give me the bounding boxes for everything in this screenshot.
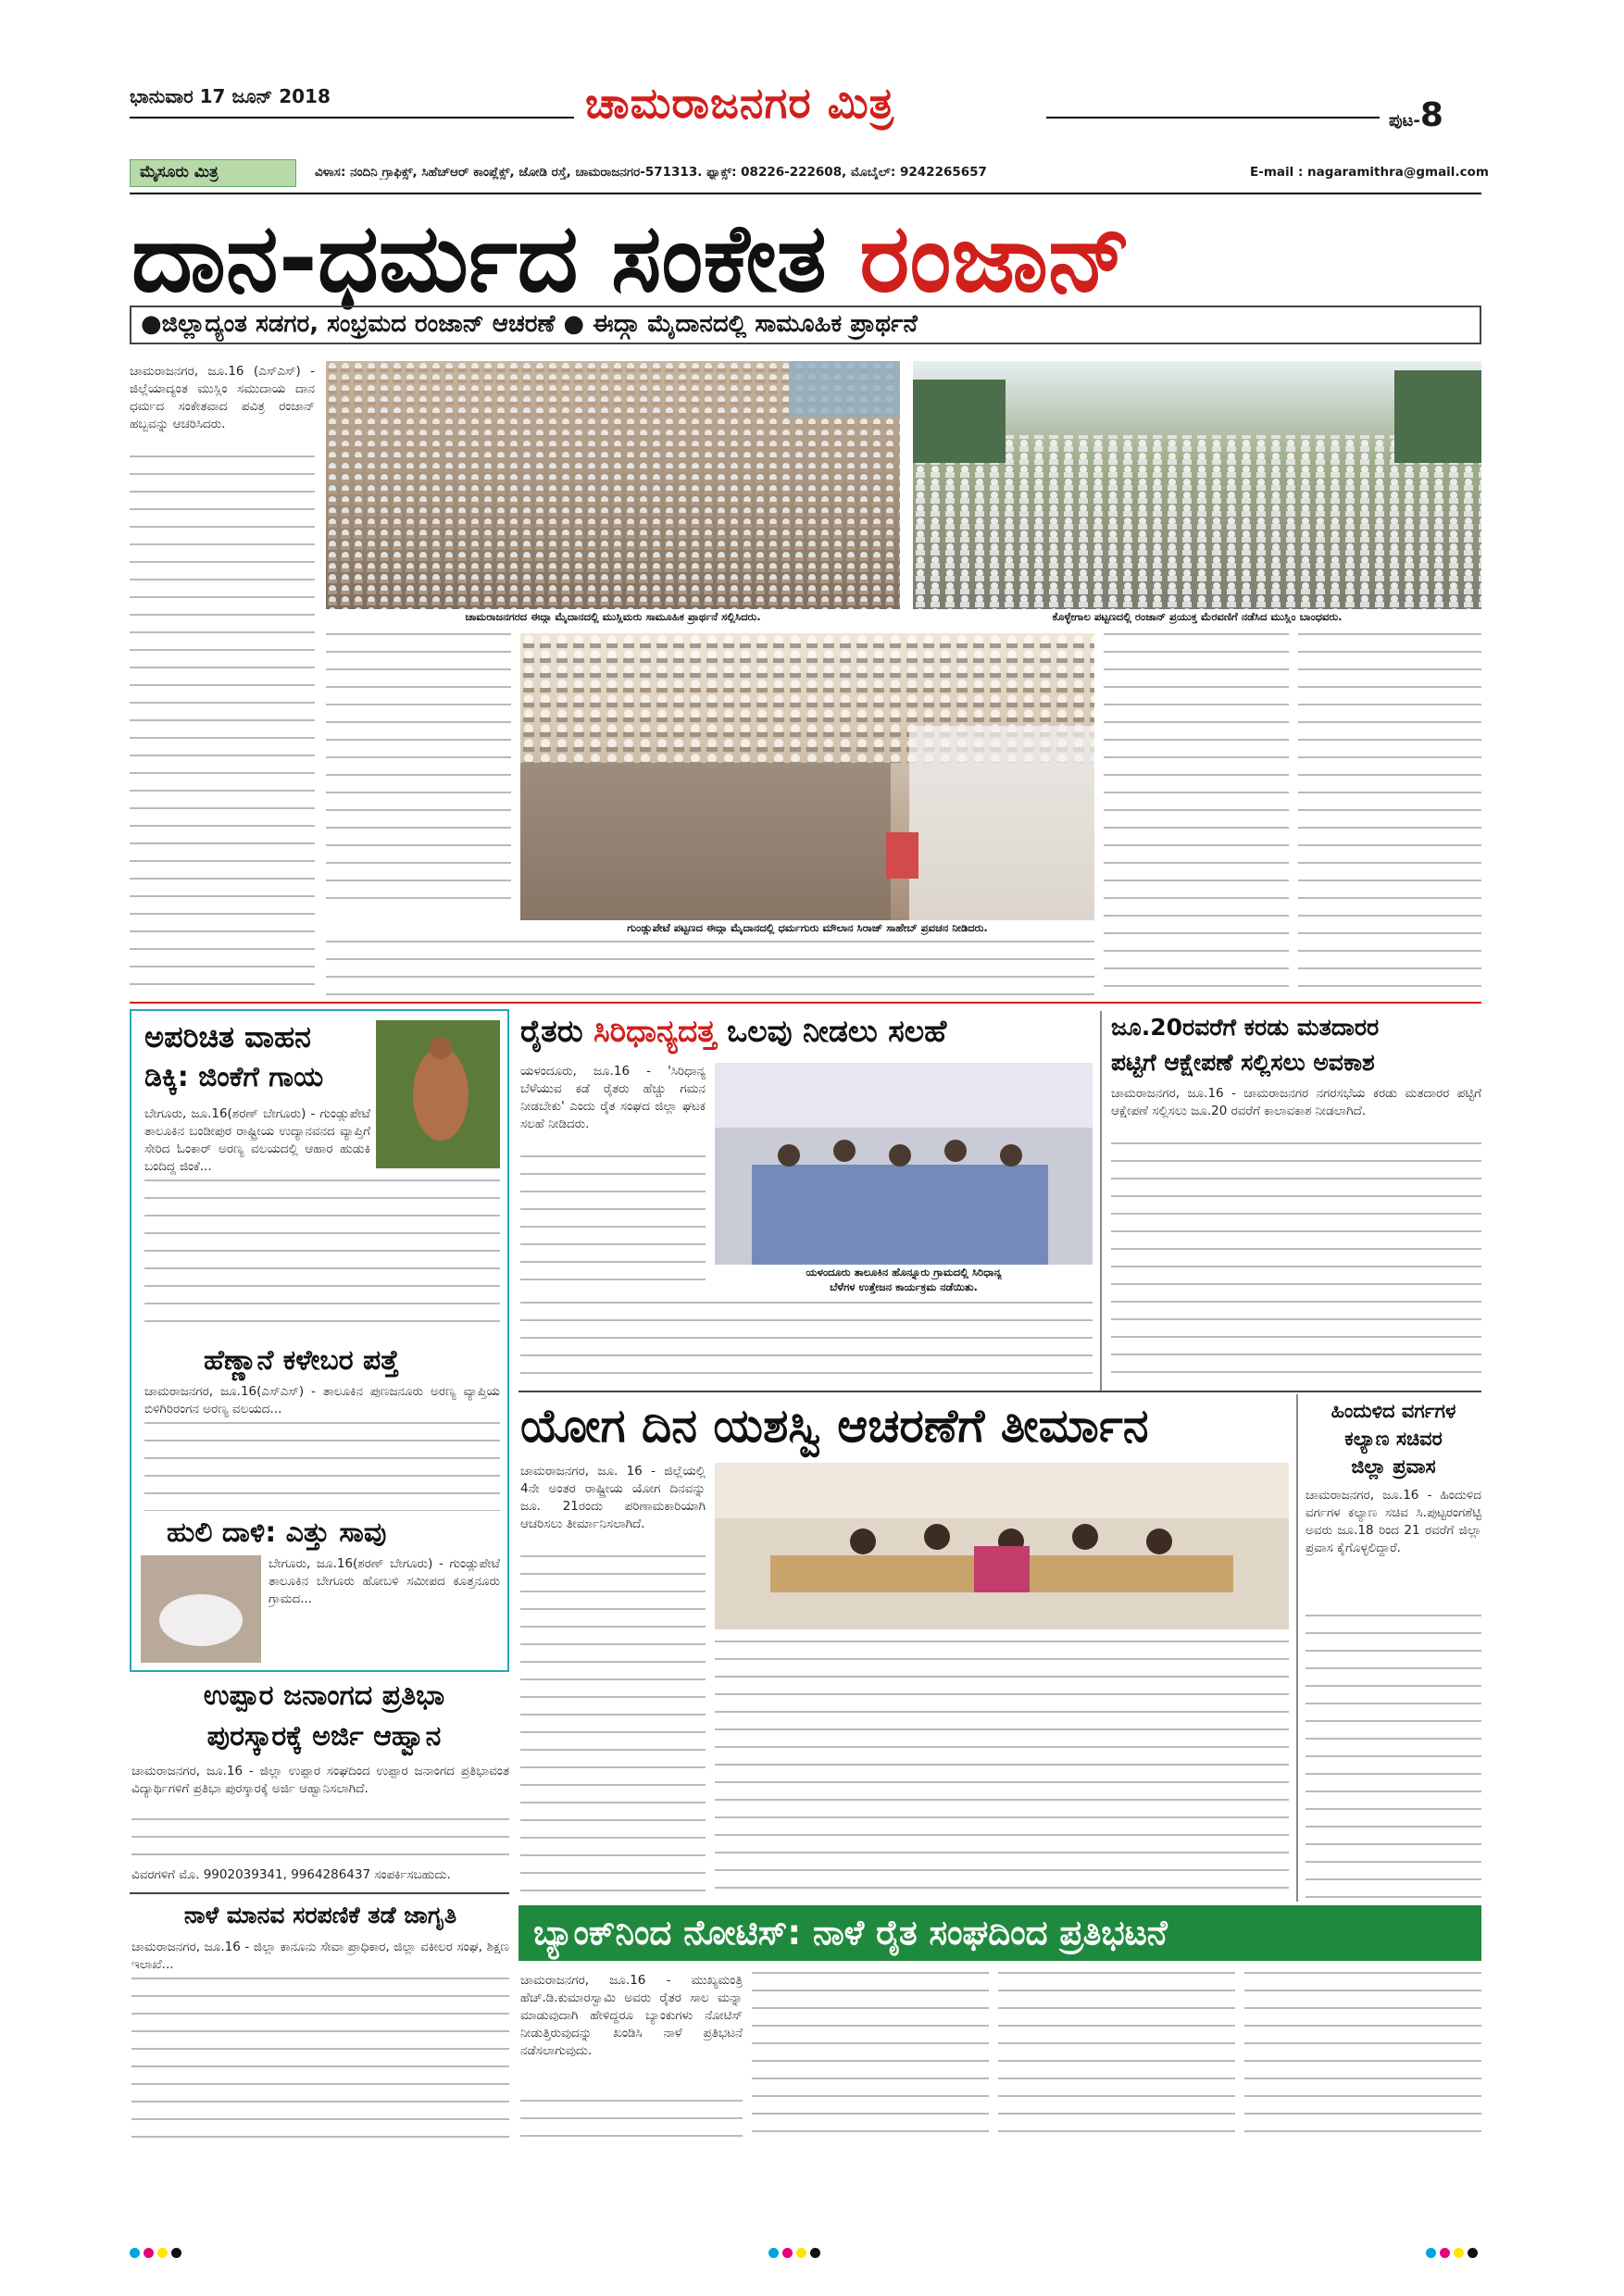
lead-photo-procession-caption: ಕೊಳ್ಳೇಗಾಲ ಪಟ್ಟಣದಲ್ಲಿ ರಂಜಾನ್ ಪ್ರಯುಕ್ತ ಮೆರವಣಿಗೆ ನಡೆಸಿದ ಮುಸ್ಲಿಂ ಬಾಂಧವರು. <box>913 609 1481 624</box>
lead-photo-sermon <box>520 633 1094 920</box>
registration-marks-left <box>130 2244 185 2262</box>
lead-photo-prayer <box>326 361 900 609</box>
upparu-body: ಚಾಮರಾಜನಗರ, ಜೂ.16 - ಜಿಲ್ಲಾ ಉಪ್ಪಾರ ಸಂಘದಿಂದ ಉಪ್ಪಾರ ಜನಾಂಗದ ಪ್ರತಿಭಾವಂತ ವಿದ್ಯಾರ್ಥಿಗಳಿಗೆ ಪ್ರತಿಭಾ ಪುರಸ್ಕಾರಕ್ಕೆ ಅರ್ಜಿ ಆಹ್ವಾನಿಸಲಾಗಿದೆ. <box>131 1764 509 1796</box>
bank-body: ಚಾಮರಾಜನಗರ, ಜೂ.16 - ಮುಖ್ಯಮಂತ್ರಿ ಹೆಚ್.ಡಿ.ಕುಮಾರಸ್ವಾಮಿ ಅವರು ರೈತರ ಸಾಲ ಮನ್ನಾ ಮಾಡುವುದಾಗಿ ಹೇಳಿದ್ದರೂ ಬ್ಯಾಂಕುಗಳು ನೋಟಿಸ್ ನೀಡುತ್ತಿರುವುದನ್ನು ಖಂಡಿಸಿ ನಾಳೆ ಪ್ರತಿಭಟನೆ ನಡೆಸಲಾಗುವುದು. <box>520 1973 743 2058</box>
lead-dateline: ಚಾಮರಾಜನಗರ, ಜೂ.16 (ಎಸ್‌ಎಸ್) - ಜಿಲ್ಲೆಯಾದ್ಯಂತ ಮುಸ್ಲಿಂ ಸಮುದಾಯ ದಾನ ಧರ್ಮದ ಸಂಕೇತವಾದ ಪವಿತ್ರ ರಂಜಾನ್ ಹಬ್ಬವನ್ನು ಆಚರಿಸಿದರು. <box>130 364 315 431</box>
elephant-headline: ಹೆಣ್ಣಾನೆ ಕಳೇಬರ ಪತ್ತೆ <box>204 1344 399 1377</box>
section-rule-1 <box>130 1002 1481 1004</box>
millet-body-lines-2 <box>520 1302 1093 1385</box>
voters-body: ಚಾಮರಾಜನಗರ, ಜೂ.16 - ಚಾಮರಾಜನಗರ ನಗರಸಭೆಯ ಕರಡು ಮತದಾರರ ಪಟ್ಟಿಗೆ ಆಕ್ಷೇಪಣೆ ಸಲ್ಲಿಸಲು ಜೂ.20 ರವರೆಗೆ ಕಾಲಾವಕಾಶ ನೀಡಲಾಗಿದೆ. <box>1111 1086 1481 1118</box>
upparu-body-lines <box>131 1818 509 1865</box>
masthead-rule-right <box>1046 117 1380 119</box>
deer-body: ಬೇಗೂರು, ಜೂ.16(ಶರಣ್ ಬೇಗೂರು) - ಗುಂಡ್ಲುಪೇಟೆ ತಾಲೂಕಿನ ಬಂಡೀಪುರ ರಾಷ್ಟ್ರೀಯ ಉದ್ಯಾನವನದ ವ್ಯಾಪ್ತಿಗೆ ಸೇರಿದ ಓಂಕಾರ್ ಅರಣ್ಯ ವಲಯದಲ್ಲಿ ಆಹಾರ ಹುಡುಕಿ ಬಂದಿದ್ದ ಜಿಂಕೆ... <box>144 1106 370 1174</box>
chain-body: ಚಾಮರಾಜನಗರ, ಜೂ.16 - ಜಿಲ್ಲಾ ಕಾನೂನು ಸೇವಾ ಪ್ರಾಧಿಕಾರ, ಜಿಲ್ಲಾ ವಕೀಲರ ಸಂಘ, ಶಿಕ್ಷಣ ಇಲಾಖೆ... <box>131 1940 509 1972</box>
lead-photo-procession <box>913 361 1481 609</box>
lead-photo-sermon-caption: ಗುಂಡ್ಲುಪೇಟೆ ಪಟ್ಟಣದ ಈದ್ಗಾ ಮೈದಾನದಲ್ಲಿ ಧರ್ಮಗುರು ಮೌಲಾನ ಸಿರಾಜ್ ಸಾಹೇಬ್ ಪ್ರವಚನ ನೀಡಿದರು. <box>520 920 1094 935</box>
bank-body-lines-2 <box>752 1972 989 2144</box>
deer-body-lines <box>144 1179 500 1337</box>
lead-headline-red: ರಂಜಾನ್ <box>859 204 1131 314</box>
yoga-body: ಚಾಮರಾಜನಗರ, ಜೂ. 16 - ಜಿಲ್ಲೆಯಲ್ಲಿ 4ನೇ ಅಂತರ ರಾಷ್ಟ್ರೀಯ ಯೋಗ ದಿನವನ್ನು ಜೂ. 21ರಂದು ಪರಿಣಾಮಕಾರಿಯಾಗಿ ಆಚರಿಸಲು ತೀರ್ಮಾನಿಸಲಾಗಿದೆ. <box>520 1464 706 1531</box>
backward-headline-2: ಕಲ್ಯಾಣ ಸಚಿವರ <box>1344 1428 1443 1450</box>
lead-headline <box>131 199 1131 319</box>
elephant-body-lines <box>144 1422 500 1511</box>
tiger-body: ಬೇಗೂರು, ಜೂ.16(ಶರಣ್ ಬೇಗೂರು) - ಗುಂಡ್ಲುಪೇಟೆ ತಾಲೂಕಿನ ಬೇಗೂರು ಹೋಬಳಿ ಸಮೀಪದ ಕೂತ್ತನೂರು ಗ್ರಾಮದ... <box>269 1556 500 1606</box>
upparu-headline-2: ಪುರಸ್ಕಾರಕ್ಕೆ ಅರ್ಜಿ ಆಹ್ವಾನ <box>206 1720 442 1753</box>
lead-body-col2 <box>326 633 511 911</box>
voters-headline-2: ಪಟ್ಟಿಗೆ ಆಕ್ಷೇಪಣೆ ಸಲ್ಲಿಸಲು ಅವಕಾಶ <box>1111 1049 1375 1076</box>
deer-headline-1: ಅಪರಿಚಿತ ವಾಹನ <box>144 1019 311 1054</box>
millet-headline <box>520 1011 946 1052</box>
yoga-photo <box>715 1463 1289 1629</box>
lead-headline-black: ದಾನ-ಧರ್ಮದ ಸಂಕೇತ <box>131 204 827 314</box>
millet-headline-red: ಸಿರಿಧಾನ್ಯದತ್ತ <box>593 1013 717 1049</box>
chain-body-lines <box>131 1978 509 2142</box>
page-number: 8 <box>1419 96 1443 134</box>
lead-photo-prayer-caption: ಚಾಮರಾಜನಗರದ ಈದ್ಗಾ ಮೈದಾನದಲ್ಲಿ ಮುಸ್ಲಿಮರು ಸಾಮೂಹಿಕ ಪ್ರಾರ್ಥನೆ ಸಲ್ಲಿಸಿದರು. <box>326 609 900 624</box>
tiger-headline: ಹುಲಿ ದಾಳಿ: ಎತ್ತು ಸಾವು <box>167 1516 387 1549</box>
address-line: ವಿಳಾಸ: ನಂದಿನಿ ಗ್ರಾಫಿಕ್ಸ್, ಸಿಹೆಚ್ಆರ್ ಕಾಂಪ್ಲೆಕ್ಸ್, ಜೋಡಿ ರಸ್ತೆ, ಚಾಮರಾಜನಗರ-571313. ಫ್ಯಾಕ್ಸ್: 08226-222608, ಮೊಬೈಲ್: 9242265657 <box>315 165 987 180</box>
email-line: E-mail : nagaramithra@gmail.com <box>1250 165 1489 180</box>
millet-photo-caption-1: ಯಳಂದೂರು ತಾಲೂಕಿನ ಹೊನ್ನೂರು ಗ್ರಾಮದಲ್ಲಿ ಸಿರಿಧಾನ್ಯ <box>715 1265 1093 1279</box>
lead-body-col3 <box>1104 633 1289 994</box>
chain-top-rule <box>130 1892 509 1894</box>
paper-name: ಚಾಮರಾಜನಗರ ಮಿತ್ರ <box>585 78 894 128</box>
backward-body-lines <box>1305 1615 1481 1902</box>
lead-deck: ●ಜಿಲ್ಲಾದ್ಯಂತ ಸಡಗರ, ಸಂಭ್ರಮದ ರಂಜಾನ್ ಆಚರಣೆ ● ಈದ್ಗಾ ಮೈದಾನದಲ್ಲಿ ಸಾಮೂಹಿಕ ಪ್ರಾರ್ಥನೆ <box>130 306 1481 344</box>
elephant-body: ಚಾಮರಾಜನಗರ, ಜೂ.16(ಎಸ್‌ಎಸ್) - ತಾಲೂಕಿನ ಪುಣಜನೂರು ಅರಣ್ಯ ವ್ಯಾಪ್ತಿಯ ಬಿಳಿಗಿರಿರಂಗನ ಅರಣ್ಯ ವಲಯದ... <box>144 1384 500 1416</box>
yoga-top-rule <box>518 1391 1481 1392</box>
page-number-box <box>1389 96 1443 134</box>
bank-headline-box <box>518 1905 1481 1961</box>
upparu-phones: ವಿವರಗಳಿಗೆ ಮೊ. 9902039341, 9964286437 ಸಂಪರ್ಕಿಸಬಹುದು. <box>131 1867 451 1882</box>
yoga-body-lines <box>520 1555 706 1898</box>
millet-photo <box>715 1063 1093 1265</box>
deer-headline-2: ಡಿಕ್ಕಿ: ಜಿಂಕೆಗೆ ಗಾಯ <box>144 1061 324 1093</box>
page-label: ಪುಟ- <box>1389 111 1420 131</box>
registration-marks-center <box>768 2244 824 2262</box>
backward-headline-3: ಜಿಲ್ಲಾ ಪ್ರವಾಸ <box>1351 1455 1436 1478</box>
chain-headline: ನಾಳೆ ಮಾನವ ಸರಪಣಿಕೆ ತಡೆ ಜಾಗೃತಿ <box>183 1902 457 1928</box>
voters-divider <box>1100 1011 1102 1391</box>
bank-body-lines-3 <box>998 1972 1235 2144</box>
millet-headline-a: ರೈತರು <box>520 1013 594 1049</box>
yoga-headline: ಯೋಗ ದಿನ ಯಶಸ್ವಿ ಆಚರಣೆಗೆ ತೀರ್ಮಾನ <box>520 1399 1149 1453</box>
millet-body-lines <box>520 1155 706 1285</box>
lead-body-col4 <box>1298 633 1481 994</box>
millet-body: ಯಳಂದೂರು, ಜೂ.16 - 'ಸಿರಿಧಾನ್ಯ ಬೆಳೆಯುವ ಕಡೆ ರೈತರು ಹೆಚ್ಚು ಗಮನ ನೀಡಬೇಕು' ಎಂದು ರೈತ ಸಂಘದ ಜಿಲ್ಲಾ ಘಟಕ ಸಲಹೆ ನೀಡಿದರು. <box>520 1064 706 1131</box>
backward-divider <box>1296 1394 1298 1902</box>
sub-brand: ಮೈಸೂರು ಮಿತ್ರ <box>130 159 296 187</box>
yoga-body-lines-2 <box>715 1641 1289 1900</box>
millet-photo-caption-2: ಬೆಳೆಗಳ ಉತ್ತೇಜನ ಕಾರ್ಯಕ್ರಮ ನಡೆಯಿತು. <box>715 1279 1093 1294</box>
backward-headline-1: ಹಿಂದುಳಿದ ವರ್ಗಗಳ <box>1330 1400 1456 1422</box>
lead-body-col1 <box>130 455 315 992</box>
voters-headline-1: ಜೂ.20ರವರೆಗೆ ಕರಡು ಮತದಾರರ <box>1111 1014 1380 1041</box>
deer-photo <box>376 1020 500 1168</box>
tiger-photo <box>141 1555 261 1663</box>
address-rule <box>130 193 1481 194</box>
masthead-rule-left <box>130 117 574 119</box>
registration-marks-right <box>1426 2244 1481 2262</box>
upparu-headline-1: ಉಪ್ಪಾರ ಜನಾಂಗದ ಪ್ರತಿಭಾ <box>203 1679 445 1712</box>
millet-headline-b: ಒಲವು ನೀಡಲು ಸಲಹೆ <box>716 1013 947 1049</box>
bank-body-lines-4 <box>1244 1972 1481 2144</box>
bank-body-lines-1 <box>520 2100 743 2144</box>
lead-body-under-photo <box>326 941 1094 996</box>
voters-body-lines <box>1111 1142 1481 1389</box>
masthead-date: ಭಾನುವಾರ 17 ಜೂನ್ 2018 <box>130 85 331 107</box>
bank-headline: ಬ್ಯಾಂಕ್‌ನಿಂದ ನೋಟಿಸ್: ನಾಳೆ ರೈತ ಸಂಘದಿಂದ ಪ್ರತಿಭಟನೆ <box>533 1913 1168 1953</box>
backward-body: ಚಾಮರಾಜನಗರ, ಜೂ.16 - ಹಿಂದುಳಿದ ವರ್ಗಗಳ ಕಲ್ಯಾಣ ಸಚಿವ ಸಿ.ಪುಟ್ಟರಂಗಶೆಟ್ಟಿ ಅವರು ಜೂ.18 ರಿಂದ 21 ರವರೆಗೆ ಜಿಲ್ಲಾ ಪ್ರವಾಸ ಕೈಗೊಳ್ಳಲಿದ್ದಾರೆ. <box>1305 1488 1481 1555</box>
